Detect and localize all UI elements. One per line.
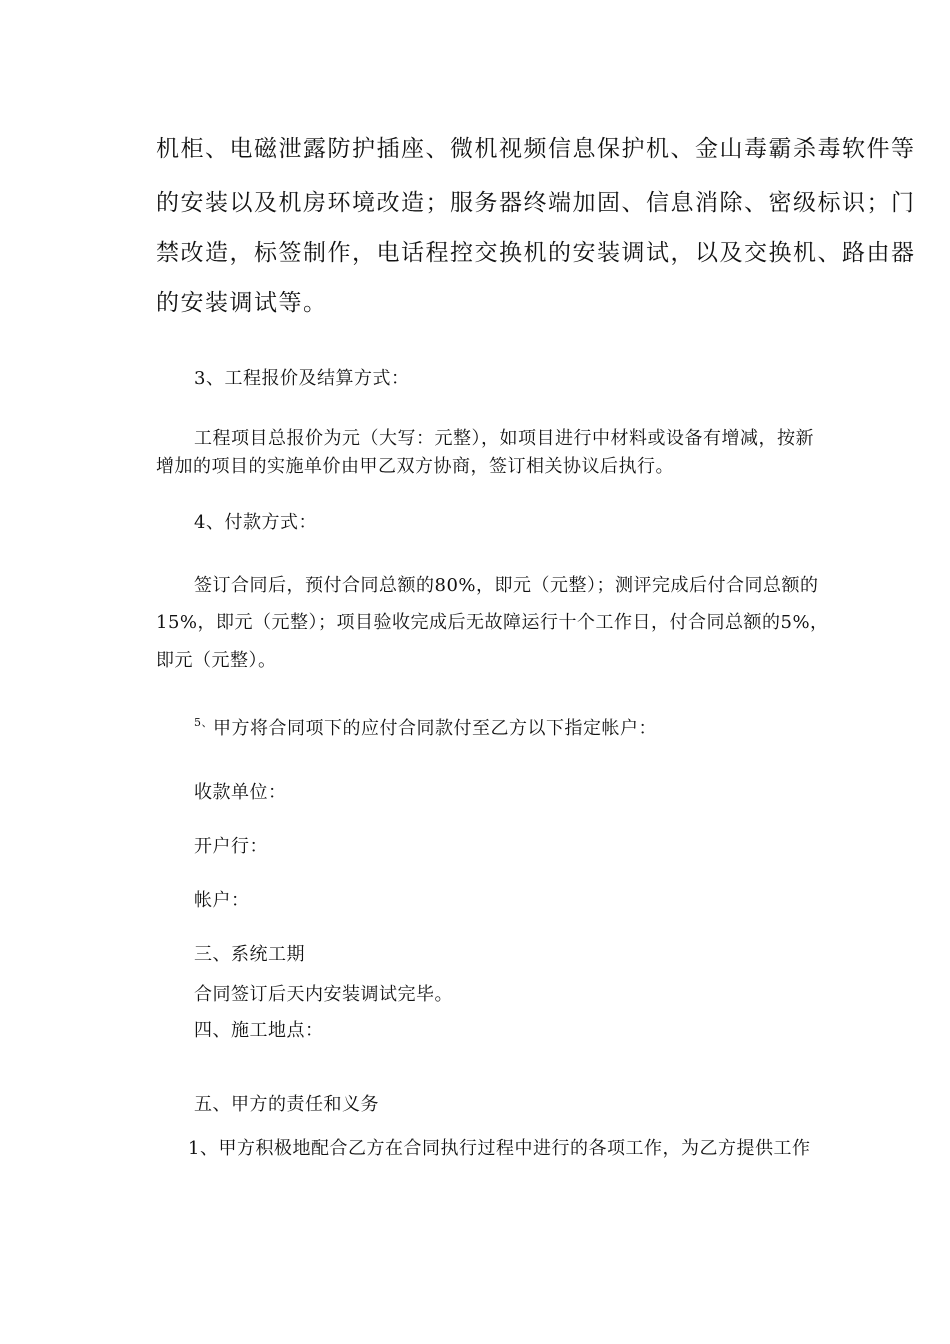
part5-heading: 五、甲方的责任和义务 (194, 1094, 379, 1115)
part3-text: 合同签订后天内安装调试完毕。 (194, 984, 453, 1005)
section4-line-1: 签订合同后，预付合同总额的80%，即元（元整）；测评完成后付合同总额的 (194, 575, 819, 596)
section3-heading: 3、工程报价及结算方式： (194, 368, 410, 389)
account-label: 帐户： (194, 890, 250, 911)
intro-line-4: 的安装调试等。 (156, 290, 328, 316)
section5-number: 5、 (194, 716, 213, 729)
section5-heading: 甲方将合同项下的应付合同款付至乙方以下指定帐户： (213, 718, 657, 739)
part5-item-1: 1、甲方积极地配合乙方在合同执行过程中进行的各项工作，为乙方提供工作 (188, 1138, 811, 1159)
part4-heading: 四、施工地点： (194, 1020, 324, 1041)
intro-line-1: 机柜、电磁泄露防护插座、微机视频信息保护机、金山毒霸杀毒软件等 (156, 136, 916, 162)
part3-heading: 三、系统工期 (194, 944, 305, 965)
section4-line-2: 15%，即元（元整）；项目验收完成后无故障运行十个工作日，付合同总额的5%， (156, 612, 829, 633)
section5-heading-line (194, 714, 657, 740)
section4-line-3: 即元（元整）。 (156, 650, 277, 671)
payee-label: 收款单位： (194, 782, 287, 803)
bank-label: 开户行： (194, 836, 268, 857)
section3-line-1: 工程项目总报价为元（大写：元整），如项目进行中材料或设备有增减，按新 (194, 428, 814, 449)
intro-line-3: 禁改造，标签制作，电话程控交换机的安装调试，以及交换机、路由器 (156, 240, 916, 266)
section3-line-2: 增加的项目的实施单价由甲乙双方协商，签订相关协议后执行。 (156, 456, 674, 477)
section4-heading: 4、付款方式： (194, 512, 317, 533)
intro-line-2: 的安装以及机房环境改造；服务器终端加固、信息消除、密级标识；门 (156, 190, 916, 216)
